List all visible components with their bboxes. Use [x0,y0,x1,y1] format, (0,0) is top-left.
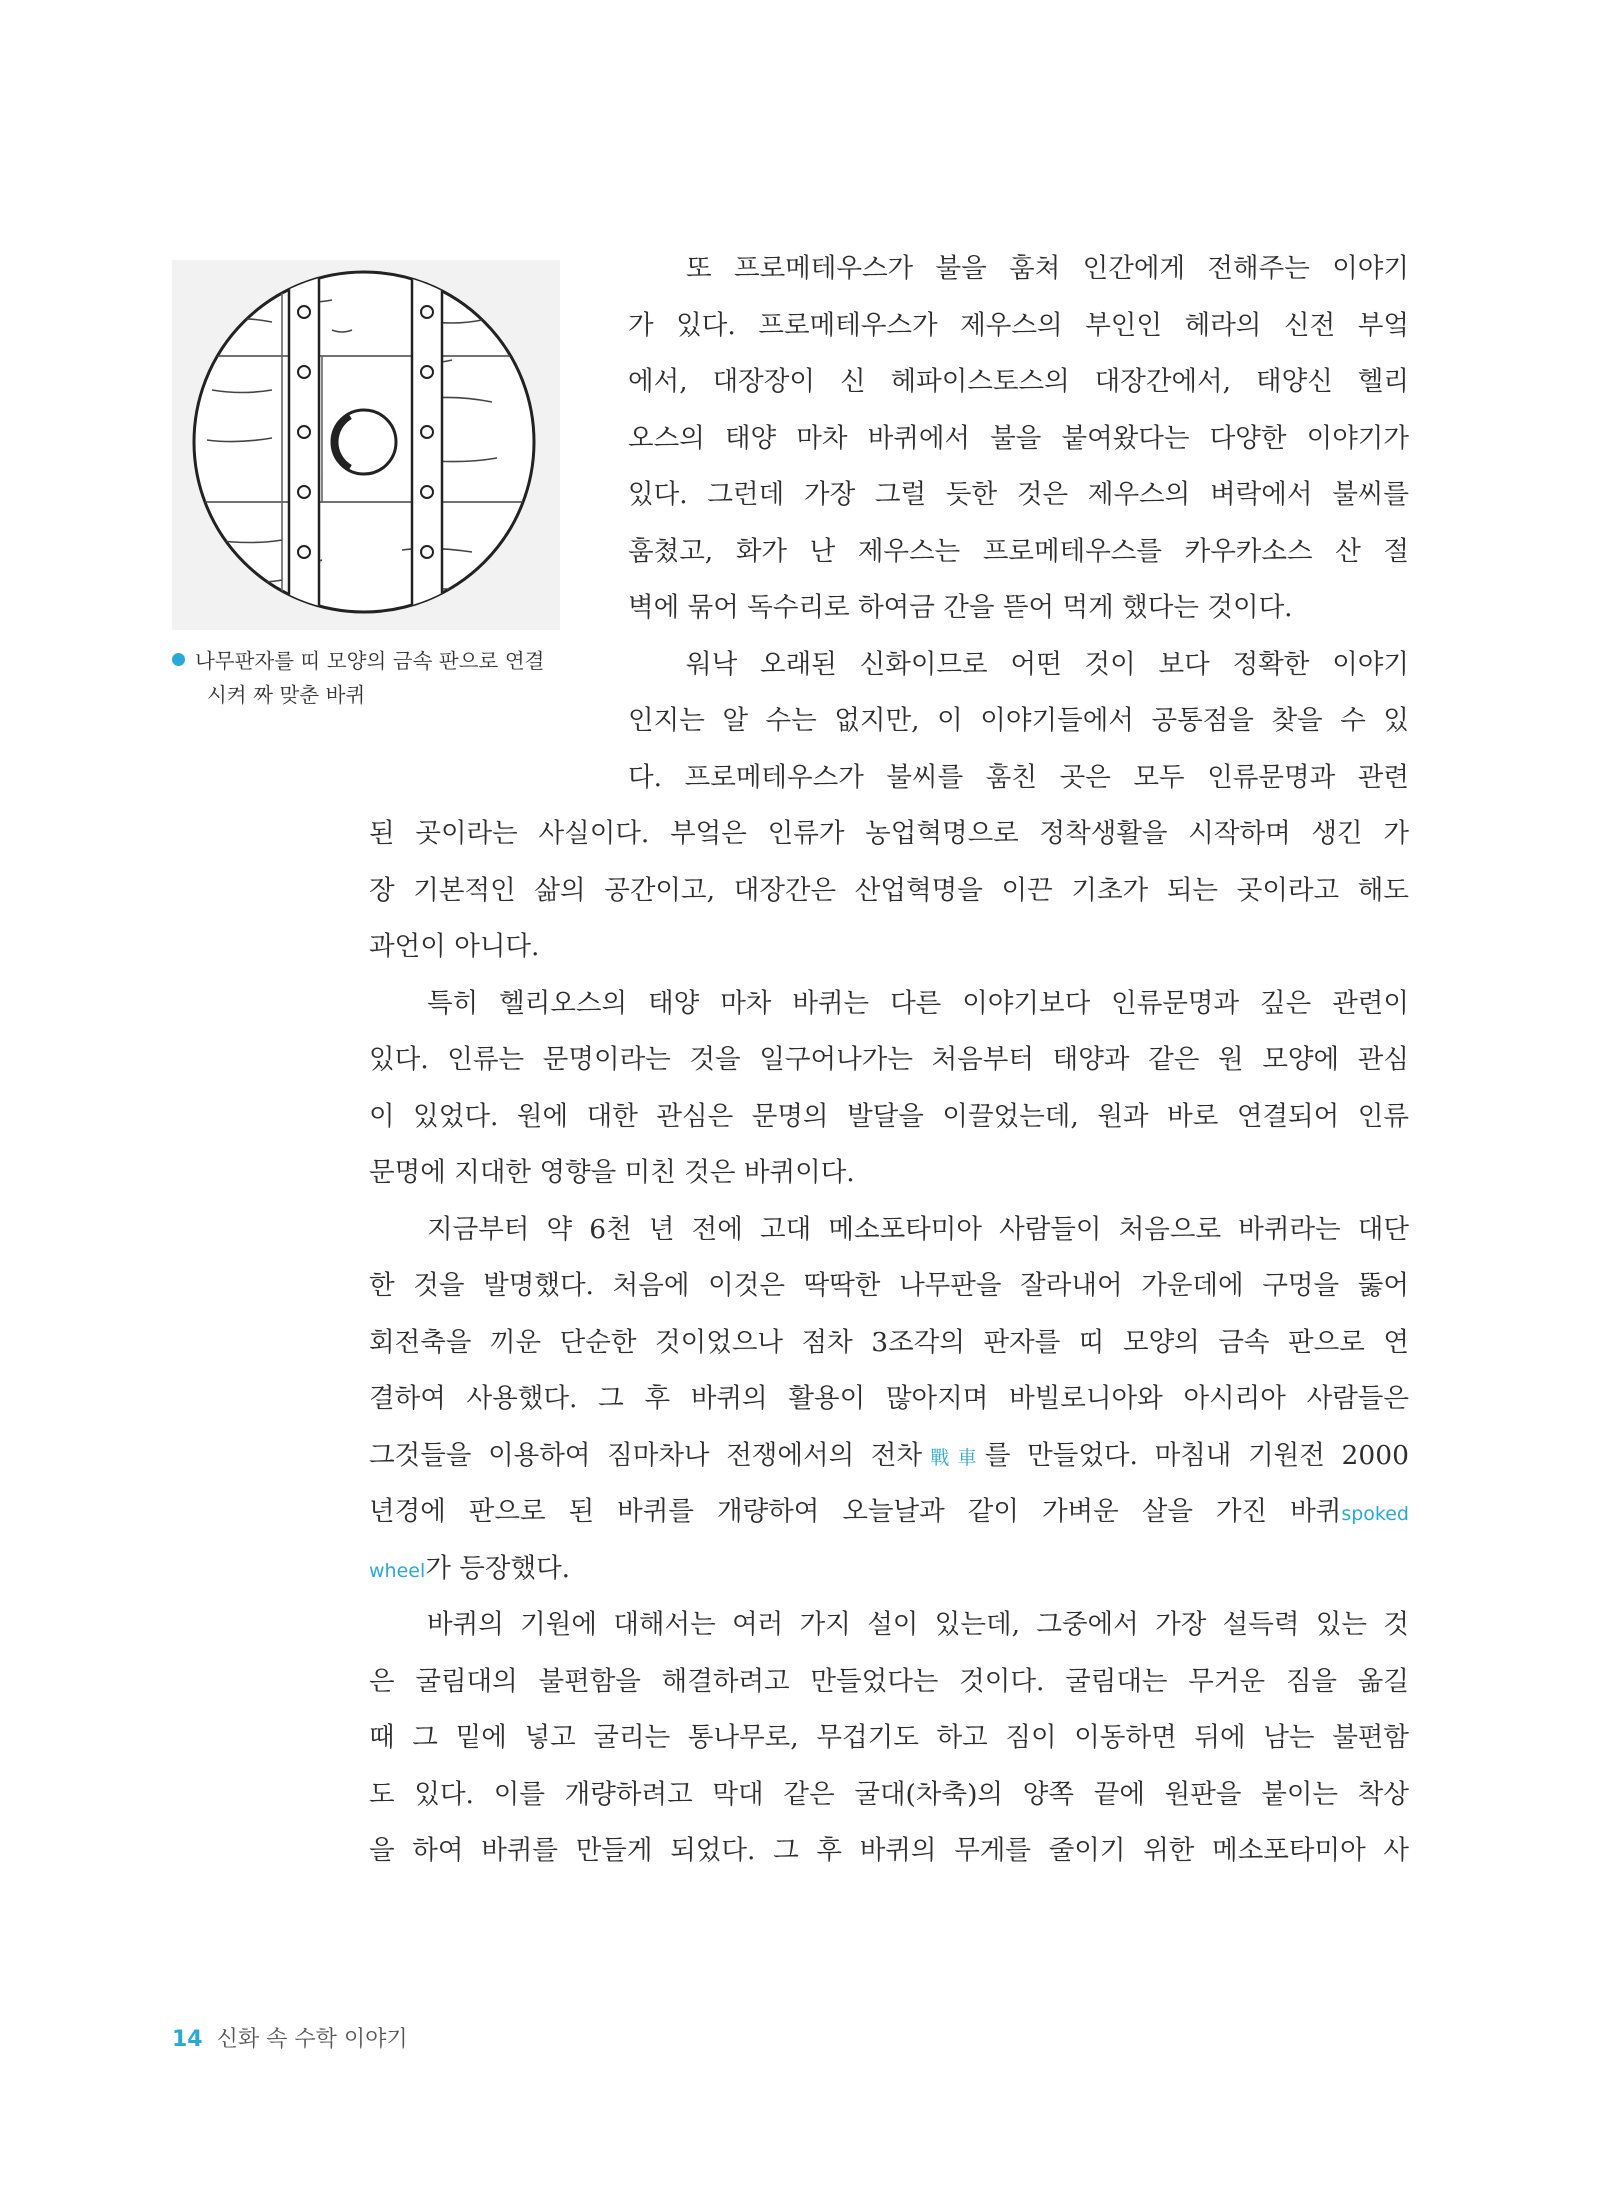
body-text [369,806,1409,1880]
text-line: 바퀴의 기원에 대해서는 여러 가지 설이 있는데, 그중에서 가장 설득력 있는 것 [427,1609,1409,1640]
text-line: 오스의 태양 마차 바퀴에서 불을 붙여왔다는 다양한 이야기가 [628,422,1409,454]
text-line: 다. 프로메테우스가 불씨를 훔친 곳은 모두 인류문명과 관련 [628,761,1409,793]
text-line: 특히 헬리오스의 태양 마차 바퀴는 다른 이야기보다 인류문명과 깊은 관련이 [427,987,1409,1019]
text-line: 회전축을 끼운 단순한 것이었으나 점차 3조각의 판자를 띠 모양의 금속 판으로 연 [369,1326,1409,1358]
text-line: 에서, 대장장이 신 헤파이스토스의 대장간에서, 태양신 헬리 [628,366,1409,397]
text-line: 지금부터 약 6천 년 전에 고대 메소포타미아 사람들이 처음으로 바퀴라는 대단 [427,1213,1409,1245]
page-footer [172,2022,408,2053]
text-line: 을 하여 바퀴를 만들게 되었다. 그 후 바퀴의 무게를 줄이기 위한 메소포타미아 사 [369,1835,1409,1866]
text-line: 이 있었다. 원에 대한 관심은 문명의 발달을 이끌었는데, 원과 바로 연결되어 인류 [369,1100,1409,1132]
caption-line-1: 나무판자를 띠 모양의 금속 판으로 연결 [195,649,545,673]
text-line: 또 프로메테우스가 불을 훔쳐 인간에게 전해주는 이야기 [686,253,1409,284]
text-line: 있다. 인류는 문명이라는 것을 일구어나가는 처음부터 태양과 같은 원 모양에 관심 [369,1044,1409,1075]
text-line: 훔쳤고, 화가 난 제우스는 프로메테우스를 카우카소스 산 절 [628,535,1409,567]
text-line: 때 그 밑에 넣고 굴리는 통나무로, 무겁기도 하고 짐이 이동하면 뒤에 남는 불편함 [369,1722,1409,1753]
text-line: 인지는 알 수는 없지만, 이 이야기들에서 공통점을 찾을 수 있 [628,705,1409,736]
text-line: 한 것을 발명했다. 처음에 이것은 딱딱한 나무판을 잘라내어 가운데에 구멍을 뚫어 [369,1270,1409,1301]
text-line: 있다. 그런데 가장 그럴 듯한 것은 제우스의 벼락에서 불씨를 [628,479,1409,510]
wheel-illustration [172,260,560,630]
page-number: 14 [172,2027,203,2052]
english-gloss: wheel [369,1559,426,1582]
text-line: 가 있다. 프로메테우스가 제우스의 부인인 헤라의 신전 부엌 [628,309,1409,341]
text-line: 워낙 오래된 신화이므로 어떤 것이 보다 정확한 이야기 [686,648,1409,680]
wrapped-paragraph [628,241,1409,806]
figure-caption [172,644,572,712]
text-line: wheel가 등장했다. [369,1552,571,1584]
english-gloss: spoked [1341,1503,1409,1525]
text-line: 문명에 지대한 영향을 미친 것은 바퀴이다. [369,1157,855,1188]
text-line: 은 굴림대의 불편함을 해결하려고 만들었다는 것이다. 굴림대는 무거운 짐을 옮길 [369,1665,1409,1697]
text-line: 장 기본적인 삶의 공간이고, 대장간은 산업혁명을 이끈 기초가 되는 곳이라고 해도 [369,874,1409,906]
text-line: 된 곳이라는 사실이다. 부엌은 인류가 농업혁명으로 정착생활을 시작하며 생긴 가 [369,818,1409,849]
book-title: 신화 속 수학 이야기 [216,2027,408,2052]
text-line: 년경에 판으로 된 바퀴를 개량하여 오늘날과 같이 가벼운 살을 가진 바퀴spoked [369,1496,1409,1527]
text-line: 도 있다. 이를 개량하려고 막대 같은 굴대(차축)의 양쪽 끝에 원판을 붙이는 착상 [369,1778,1409,1810]
text-line: 벽에 묶어 독수리로 하여금 간을 뜯어 먹게 했다는 것이다. [628,592,1293,623]
text-line: 그것들을 이용하여 짐마차나 전쟁에서의 전차戰車를 만들었다. 마침내 기원전 2000 [369,1439,1409,1471]
text-line: 결하여 사용했다. 그 후 바퀴의 활용이 많아지며 바빌로니아와 아시리아 사람들은 [369,1383,1409,1414]
hanja-gloss: 戰車 [922,1446,985,1469]
bullet-icon [172,653,185,666]
text-line: 과언이 아니다. [369,931,540,962]
caption-line-2: 시켜 짜 맞춘 바퀴 [207,683,366,707]
